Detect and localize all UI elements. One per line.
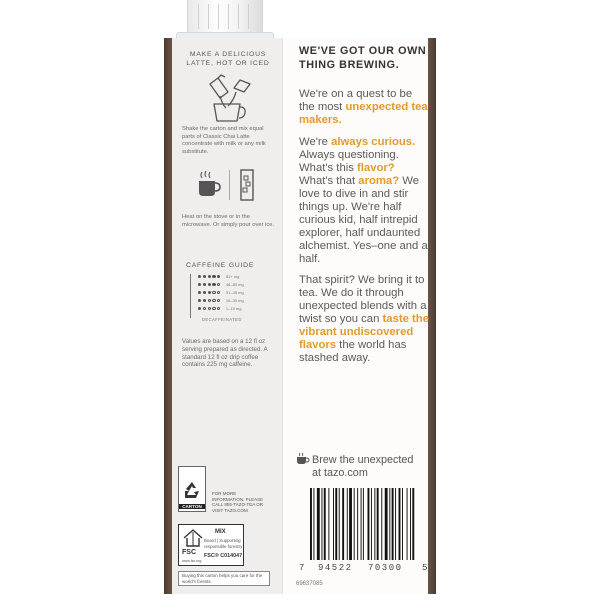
caffeine-dot (198, 307, 201, 310)
barcode-bar (374, 488, 375, 560)
barcode-bar (322, 488, 323, 560)
barcode-bar (377, 488, 379, 560)
barcode-digits-left: 94522 (318, 563, 353, 573)
barcode (310, 488, 418, 560)
barcode-digit-right: 5 (422, 563, 428, 573)
highlight-vibrant-flavors: taste the vibrant undiscovered flavors (299, 313, 429, 351)
caffeine-dot (208, 307, 211, 310)
barcode-bar (317, 488, 320, 560)
icon-divider (229, 170, 230, 200)
caffeine-dot (208, 275, 211, 278)
caffeine-dot (212, 283, 215, 286)
caffeine-dot (212, 291, 215, 294)
paragraph-quest-text: We're on a quest to be the most (299, 88, 413, 113)
caffeine-level-row (198, 306, 241, 311)
highlight-always-curious: always curious. (331, 136, 416, 148)
fsc-line1: Board | Supporting (204, 538, 241, 543)
hot-mug-icon (196, 170, 222, 198)
carton-cap (187, 0, 263, 34)
highlight-aroma: aroma? (358, 175, 400, 187)
caffeine-level-label: 46–80 mg (225, 282, 244, 287)
caffeine-dot (217, 307, 220, 310)
barcode-bar (328, 488, 329, 560)
paragraph-quest (299, 88, 429, 127)
fsc-site: www.fsc.org (182, 559, 202, 563)
item-code: 69637085 (296, 581, 323, 587)
barcode-bar (402, 488, 403, 560)
tea-cup-icon (296, 452, 310, 466)
barcode-bar (381, 488, 382, 560)
paragraph-curious (299, 136, 429, 266)
caffeine-dot (203, 275, 206, 278)
caffeine-dot (208, 299, 211, 302)
fsc-logo-box (178, 524, 244, 566)
caffeine-dot (208, 283, 211, 286)
caffeine-level-label: 16–30 mg (225, 298, 244, 303)
caffeine-dot (203, 299, 206, 302)
text-segment: That spirit? We bring it to tea. We do it through unexpected blends with a twist so you can (299, 274, 427, 325)
carton-label: CARTON (179, 504, 205, 509)
caffeine-dot (203, 307, 206, 310)
mix-instructions: Shake the carton and mix equal parts of Classic Chai Latte concentrate with milk or any milk substitute. (182, 126, 266, 155)
carton-seam-right (428, 38, 436, 594)
caffeine-guide (188, 272, 268, 324)
caffeine-dot (198, 275, 201, 278)
text-segment: Always questioning. What's this (299, 149, 399, 174)
more-info-text: FOR MORE INFORMATION, PLEASE CALL 855-TAZO-TEA OR VISIT TAZO.COM (212, 491, 264, 513)
fsc-mix: MIX (215, 529, 226, 535)
barcode-bar (395, 488, 396, 560)
caffeine-dot (208, 291, 211, 294)
caffeine-level-row (198, 274, 239, 279)
caffeine-level-label: 81+ mg (225, 274, 240, 279)
caffeine-level-row (198, 282, 244, 287)
caffeine-level-label: 31–45 mg (225, 290, 244, 295)
barcode-bar (357, 488, 358, 560)
barcode-bar (361, 488, 362, 560)
barcode-bar (392, 488, 394, 560)
fsc-code: FSC® C014047 (204, 553, 243, 559)
latte-heading: MAKE A DELICIOUS LATTE, HOT OR ICED (186, 51, 270, 67)
paragraph-spirit (299, 274, 429, 365)
caffeine-dot (212, 275, 215, 278)
barcode-bar (385, 488, 388, 560)
caffeine-dot (217, 283, 220, 286)
barcode-bar (339, 488, 340, 560)
brew-text (312, 454, 413, 480)
text-segment: What's that (299, 175, 359, 187)
fsc-brand: FSC (182, 549, 196, 556)
barcode-bar (335, 488, 337, 560)
highlight-unexpected: unexpected tea makers. (299, 101, 428, 126)
barcode-bar (410, 488, 411, 560)
recycle-icon (182, 481, 202, 499)
heat-instructions: Heat on the stove or in the microwave. Or simply pour over ice. (182, 214, 275, 228)
pour-carton-icon (196, 74, 256, 122)
barcode-bar (354, 488, 355, 560)
carton-seam-left (164, 38, 172, 594)
caffeine-dot (203, 283, 206, 286)
barcode-bar (412, 488, 414, 560)
caffeine-dot (203, 291, 206, 294)
decaffeinated-label: DECAFFEINATED (202, 317, 242, 322)
caffeine-level-row (198, 290, 244, 295)
caffeine-axis (190, 274, 191, 318)
text-segment: the world has stashed away. (299, 339, 407, 364)
barcode-bar (371, 488, 372, 560)
carton-fold (282, 38, 283, 594)
barcode-bar (368, 488, 370, 560)
barcode-bar (349, 488, 352, 560)
caffeine-level-label: 1–15 mg (225, 306, 242, 311)
caffeine-dot (198, 299, 201, 302)
caffeine-dot (217, 275, 220, 278)
barcode-bar (324, 488, 326, 560)
fsc-line2: responsible forestry (204, 544, 243, 549)
barcode-bar (399, 488, 401, 560)
caffeine-dot (217, 291, 220, 294)
barcode-bar (342, 488, 344, 560)
barcode-digit-left: 7 (299, 563, 305, 573)
barcode-bar (347, 488, 348, 560)
caffeine-guide-title: CAFFEINE GUIDE (186, 262, 255, 269)
iced-glass-icon (238, 168, 256, 202)
barcode-bar (407, 488, 408, 560)
caffeine-dot (212, 307, 215, 310)
barcode-bar (389, 488, 390, 560)
caffeine-dot (198, 283, 201, 286)
barcode-bar (310, 488, 312, 560)
barcode-bar (333, 488, 334, 560)
barcode-digits-right: 70300 (368, 563, 403, 573)
barcode-bar (363, 488, 364, 560)
recycle-badge (178, 466, 206, 512)
brewing-heading: WE'VE GOT OUR OWN THING BREWING. (299, 45, 427, 71)
highlight-flavor: flavor? (357, 162, 395, 174)
text-segment: We love to dive in and stir things up. We're half curious kid, half intrepid explorer, half undaunted alchemist. Yes–one and a half. (299, 175, 428, 265)
caffeine-dot (198, 291, 201, 294)
brew-link: at tazo.com (312, 467, 368, 479)
barcode-bar (313, 488, 314, 560)
caffeine-dot (217, 299, 220, 302)
text-segment: We're (299, 136, 332, 148)
brew-line-1: Brew the unexpected (312, 454, 414, 466)
forests-note: Buying this carton helps you care for the world's forests. (178, 571, 270, 586)
caffeine-values-note: Values are based on a 12 fl oz serving prepared as directed. A standard 12 fl oz drip coffee contains 225 mg caffeine. (182, 338, 268, 369)
caffeine-level-row (198, 298, 244, 303)
caffeine-dot (212, 299, 215, 302)
